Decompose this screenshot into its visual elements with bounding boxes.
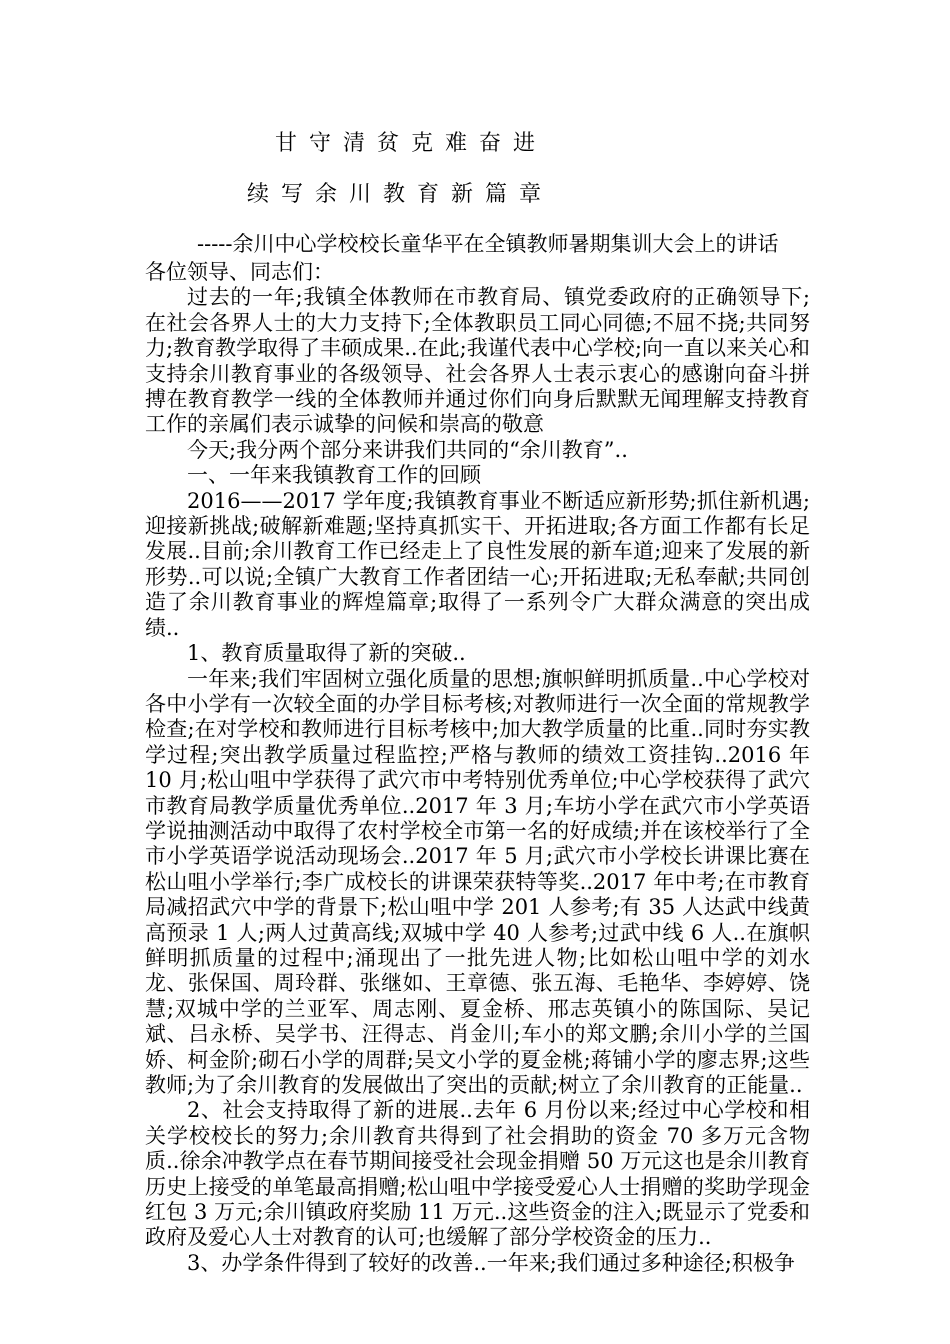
paragraph-conditions: 3、办学条件得到了较好的改善..一年来;我们通过多种途径;积极争 (187, 1250, 795, 1275)
document-body (145, 260, 810, 1276)
document-subtitle: -----余川中心学校校长童华平在全镇教师暑期集训大会上的讲话 (197, 232, 779, 256)
paragraph-social-support: 2、社会支持取得了新的进展..去年 6 月份以来;经过中心学校和相关学校校长的努力;余川教育共得到了社会捐助的资金 70 多万元含物质..徐余冲教学点在春节期间接受社会现金捐赠 50 万元这也是余川教育历史上接受的单笔最高捐赠;松山咀中学接受爱心人士捐赠的奖助学现金红包 3 万元;余川镇政府奖励 11 万元..这些资金的注入;既显示了党委和政府及爱心人士对教育的认可;也缓解了部分学校资金的压力.. (145, 1098, 810, 1250)
document-title-line-2: 续写余川教育新篇章 (247, 182, 554, 207)
document-title-line-1: 甘守清贫克难奋进 (275, 131, 548, 156)
paragraph-year-summary: 2016——2017 学年度;我镇教育事业不断适应新形势;抓住新机遇;迎接新挑战;破解新难题;坚持真抓实干、开拓进取;各方面工作都有长足发展..目前;余川教育工作已经走上了良性发展的新车道;迎来了发展的新形势..可以说;全镇广大教育工作者团结一心;开拓进取;无私奉献;共同创造了余川教育事业的辉煌篇章;取得了一系列令广大群众满意的突出成绩.. (145, 488, 810, 640)
paragraph-quality: 一年来;我们牢固树立强化质量的思想;旗帜鲜明抓质量..中心学校对各中小学有一次较全面的办学目标考核;对教师进行一次全面的常规教学检查;在对学校和教师进行目标考核中;加大教学质量的比重..同时夯实教学过程;突出教学质量过程监控;严格与教师的绩效工资挂钩..2016 年 10 月;松山咀中学获得了武穴市中考特别优秀单位;中心学校获得了武穴市教育局教学质量优秀单位..2017 年 3 月;车坊小学在武穴市小学英语学说抽测活动中取得了农村学校全市第一名的好成绩;并在该校举行了全市小学英语学说活动现场会..2017 年 5 月;武穴市小学校长讲课比赛在松山咀小学举行;李广成校长的讲课荣获特等奖..2017 年中考;在市教育局减招武穴中学的背景下;松山咀中学 201 人参考;有 35 人达武中线黄高预录 1 人;两人过黄高线;双城中学 40 人参考;过武中线 6 人..在旗帜鲜明抓质量的过程中;涌现出了一批先进人物;比如松山咀中学的刘水龙、张保国、周玲群、张继如、王章德、张五海、毛艳华、李婷婷、饶慧;双城中学的兰亚军、周志刚、夏金桥、邢志英镇小的陈国际、吴记斌、吕永桥、吴学书、汪得志、肖金川;车小的郑文鹏;余川小学的兰国娇、柯金阶;砌石小学的周群;吴文小学的夏金桃;蒋铺小学的廖志界;这些教师;为了余川教育的发展做出了突出的贡献;树立了余川教育的正能量.. (145, 666, 810, 1097)
salutation: 各位领导、同志们： (145, 260, 334, 284)
section-heading-review: 一、一年来我镇教育工作的回顾 (187, 463, 481, 488)
paragraph-today: 今天;我分两个部分来讲我们共同的“余川教育”.. (187, 437, 628, 462)
paragraph-intro: 过去的一年;我镇全体教师在市教育局、镇党委政府的正确领导下;在社会各界人士的大力支持下;全体教职员工同心同德;不屈不挠;共同努力;教育教学取得了丰硕成果..在此;我谨代表中心学校;向一直以来关心和支持余川教育事业的各级领导、社会各界人士表示衷心的感谢向奋斗拼搏在教育教学一线的全体教师并通过你们向身后默默无闻理解支持教育工作的亲属们表示诚挚的问候和崇高的敬意 (145, 285, 810, 437)
subheading-quality: 1、教育质量取得了新的突破.. (187, 641, 466, 666)
